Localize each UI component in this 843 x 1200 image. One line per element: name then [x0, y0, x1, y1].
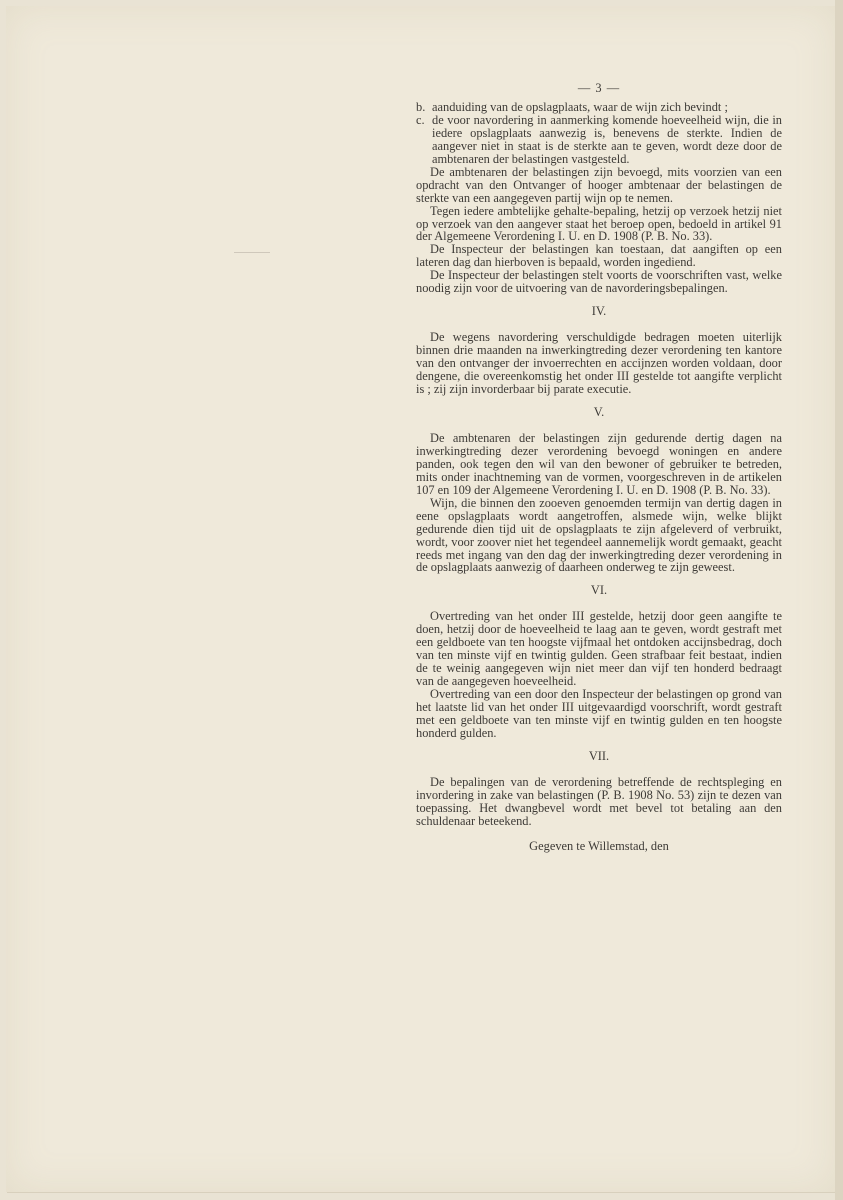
paragraph: De ambtenaren der belastingen zijn bevoegd, mits voorzien van een opdracht van den Ontvanger of hooger ambtenaar der belastingen de sterkte van een aangegeven partij wijn op te nemen. — [416, 164, 782, 205]
paragraph: De Inspecteur der belastingen kan toestaan, dat aangiften op een lateren dag dan hierboven is bepaald, worden ingediend. — [416, 242, 782, 270]
paragraph: De bepalingen van de verordening betreffende de rechtspleging en invordering in zake van belastingen (P. B. 1908 No. 53) zijn te dezen van toepassing. Het dwangbevel wordt met bevel tot betaling aan den schuldenaar beteekend. — [416, 774, 782, 828]
paragraph: Wijn, die binnen den zooeven genoemden termijn van dertig dagen in eene opslagplaats wordt aangetroffen, alsmede wijn, welke blijkt gedurende dien tijd uit de opslagplaats te zijn afgeleverd of verbruikt, wordt, voor zoover niet het tegendeel aannemelijk wordt gemaakt, geacht reeds met ingang van den dag der inwerkingtreding dezer verordening in de opslagplaats aanwezig of daarheen onderweg te zijn geweest. — [416, 495, 782, 575]
paragraph: De wegens navordering verschuldigde bedragen moeten uiterlijk binnen drie maanden na inwerkingtreding dezer verordening ten kantore van den ontvanger der invoerrechten en accijnzen worden voldaan, door dengene, die overeenkomstig het onder III gestelde tot aangifte verplicht is ; zij zijn invorderbaar bij parate executie. — [416, 330, 782, 397]
list-item-b — [416, 101, 782, 114]
closing-line: Gegeven te Willemstad, den — [529, 838, 669, 853]
list-item-text: de voor navordering in aanmerking komende hoeveelheid wijn, die in iedere opslagplaats aanwezig is, benevens de sterkte. Indien de aangever niet in staat is de sterkte aan te geven, wordt deze door de ambtenaren der belastingen vastgesteld. — [432, 112, 782, 166]
bleed-through-mark — [234, 252, 270, 253]
page-edge — [835, 0, 843, 1200]
section-heading-v: V. — [593, 404, 605, 419]
paragraph: De Inspecteur der belastingen stelt voorts de voorschriften vast, welke noodig zijn voor de uitvoering van de navorderingsbepalingen. — [416, 268, 782, 296]
list-item-label: b. — [416, 99, 426, 114]
page-number: — 3 — — [577, 81, 621, 95]
paragraph: Overtreding van het onder III gestelde, hetzij door geen aangifte te doen, hetzij door de hoeveelheid te laag aan te geven, wordt gestraft met een geldboete van ten hoogste vijfmaal het ontdoken accijnsbedrag, doch van ten minste vijf en twintig gulden. Geen strafbaar feit bestaat, indien de te weinig aangegeven wijn niet meer dan vijf ten honderd bedraagt van de aangegeven hoeveelheid. — [416, 609, 782, 689]
list-item-label: c. — [416, 112, 425, 127]
list-item-text: aanduiding van de opslagplaats, waar de wijn zich bevindt ; — [432, 99, 728, 114]
section-heading-iv: IV. — [591, 304, 607, 319]
paragraph: Overtreding van een door den Inspecteur der belastingen op grond van het laatste lid van het onder III uitgevaardigd voorschrift, wordt gestraft met een geldboete van ten minste vijf en twintig gulden en ten hoogste honderd gulden. — [416, 687, 782, 740]
paragraph: Tegen iedere ambtelijke gehalte-bepaling, hetzij op verzoek hetzij niet op verzoek van den aangever staat het beroep open, bedoeld in artikel 91 der Algemeene Verordening I. U. en D. 1908 (P. B. No. 33). — [416, 203, 782, 244]
list-item-c — [416, 114, 782, 166]
section-heading-vii: VII. — [588, 748, 610, 763]
paragraph: De ambtenaren der belastingen zijn gedurende dertig dagen na inwerkingtreding dezer verordening bevoegd woningen en andere panden, ook tegen den wil van den bewoner of gebruiker te betreden, mits onder inachtneming van de vormen, voorgeschreven in de artikelen 107 en 109 der Algemeene Verordening I. U. en D. 1908 (P. B. No. 33). — [416, 430, 782, 497]
document-text-column — [416, 82, 782, 853]
section-heading-vi: VI. — [590, 583, 608, 598]
